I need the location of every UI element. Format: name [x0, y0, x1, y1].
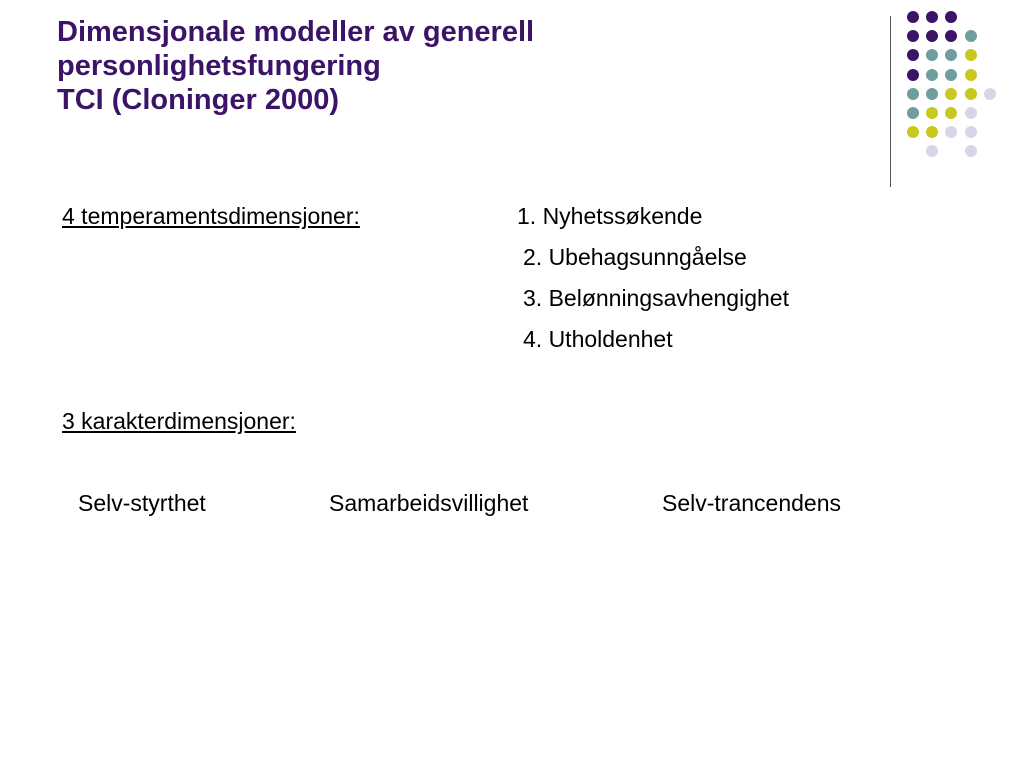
decorative-dot — [945, 49, 957, 61]
temperament-heading: 4 temperamentsdimensjoner: — [62, 203, 360, 229]
character-item-3: Selv-trancendens — [662, 490, 841, 516]
decorative-dot — [945, 11, 957, 23]
decorative-dot — [926, 49, 938, 61]
decorative-dot — [945, 88, 957, 100]
character-item-1: Selv-styrthet — [78, 490, 206, 516]
decorative-dot — [907, 49, 919, 61]
title-line-1: Dimensjonale modeller av generell — [57, 16, 535, 48]
title-divider-line — [890, 16, 891, 187]
decorative-dot — [926, 126, 938, 138]
slide-title — [57, 15, 857, 117]
decorative-dot — [926, 30, 938, 42]
temperament-item-2: 2. Ubehagsunngåelse — [523, 244, 747, 270]
decorative-dot — [945, 107, 957, 119]
decorative-dot — [926, 145, 938, 157]
decorative-dot — [965, 126, 977, 138]
decorative-dot — [965, 49, 977, 61]
decorative-dot — [907, 30, 919, 42]
decorative-dot — [907, 126, 919, 138]
decorative-dot — [965, 107, 977, 119]
decorative-dot — [907, 88, 919, 100]
decorative-dot — [926, 69, 938, 81]
decorative-dot — [945, 69, 957, 81]
decorative-dot — [907, 11, 919, 23]
temperament-item-1: 1. Nyhetssøkende — [517, 203, 703, 229]
title-line-3: TCI (Cloninger 2000) — [57, 84, 339, 116]
temperament-item-3: 3. Belønningsavhengighet — [523, 285, 789, 311]
decorative-dot — [907, 107, 919, 119]
decorative-dot — [965, 88, 977, 100]
temperament-item-4: 4. Utholdenhet — [523, 326, 673, 352]
decorative-dot — [965, 69, 977, 81]
character-item-2: Samarbeidsvillighet — [329, 490, 529, 516]
title-line-2: personlighetsfungering — [57, 50, 381, 82]
decorative-dot — [965, 145, 977, 157]
decorative-dot — [984, 88, 996, 100]
decorative-dot — [926, 11, 938, 23]
decorative-dot — [926, 107, 938, 119]
decorative-dot — [907, 69, 919, 81]
decorative-dot — [965, 30, 977, 42]
decorative-dot — [945, 30, 957, 42]
decorative-dot — [926, 88, 938, 100]
decorative-dot — [945, 126, 957, 138]
character-heading: 3 karakterdimensjoner: — [62, 408, 296, 434]
